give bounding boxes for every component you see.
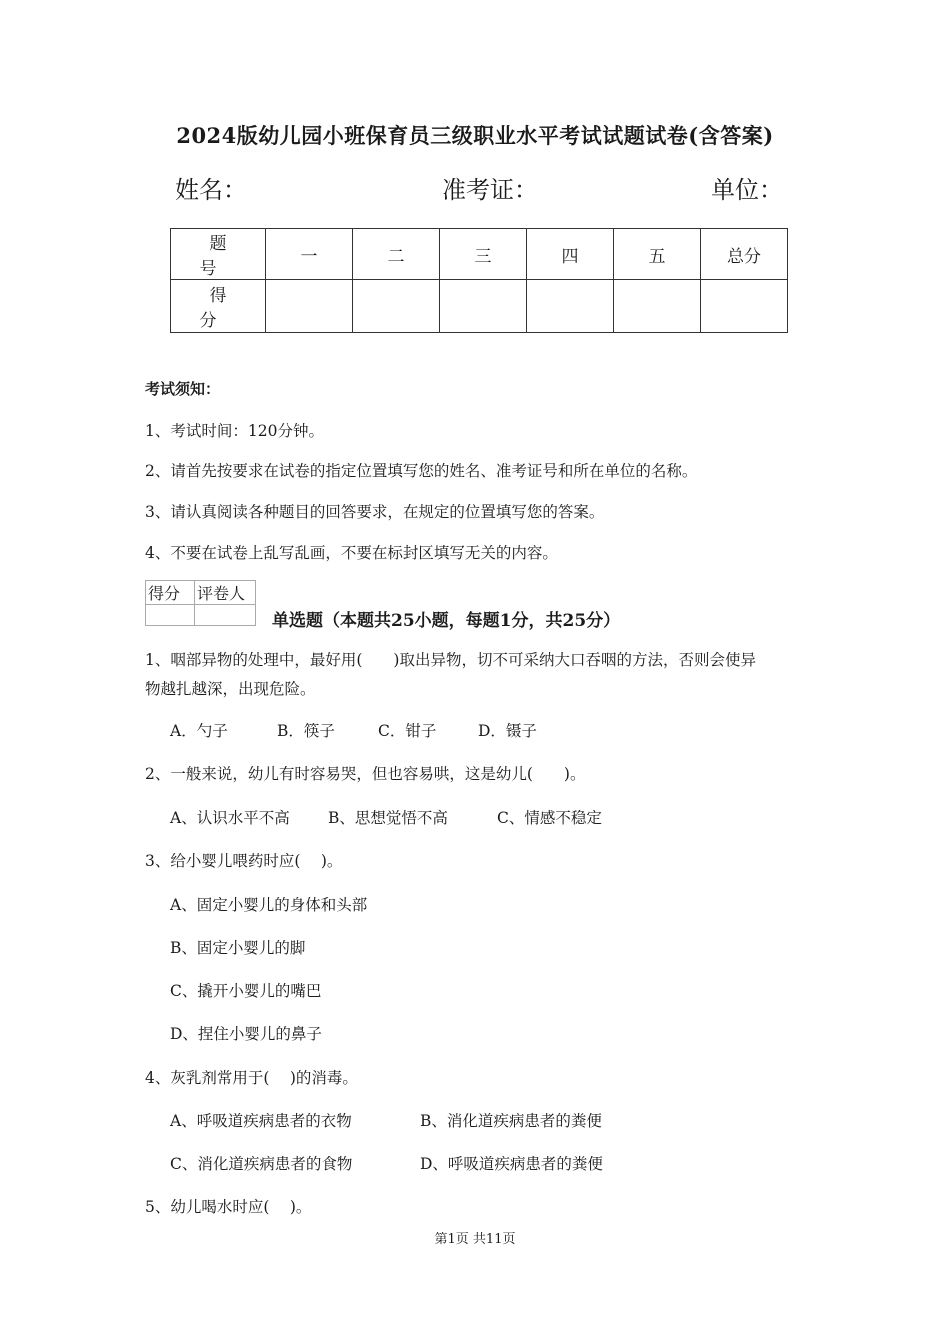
answer-option[interactable]: C、情感不稳定: [497, 809, 602, 827]
question-stem: 2、一般来说，幼儿有时容易哭，但也容易哄，这是幼儿( )。: [145, 765, 586, 783]
answer-option[interactable]: D、呼吸道疾病患者的粪便: [420, 1155, 603, 1173]
notice-item: 3、请认真阅读各种题目的回答要求，在规定的位置填写您的答案。: [145, 503, 605, 521]
grader-name-label: 评卷人: [195, 581, 256, 605]
exam-notice-title: 考试须知：: [145, 380, 221, 398]
answer-option[interactable]: B．筷子: [277, 722, 335, 740]
answer-option[interactable]: B、固定小婴儿的脚: [170, 939, 306, 957]
page-number: 第1页 共11页: [434, 1232, 516, 1247]
score-table-header-row: [171, 229, 788, 280]
section-4-score-cell[interactable]: [527, 280, 614, 333]
question-stem: 5、幼儿喝水时应( )。: [145, 1198, 312, 1216]
exam-id-field-label: 准考证：: [442, 176, 538, 204]
answer-option[interactable]: A、呼吸道疾病患者的衣物: [170, 1112, 352, 1130]
notice-item: 4、不要在试卷上乱写乱画，不要在标封区填写无关的内容。: [145, 544, 558, 562]
answer-option[interactable]: B、思想觉悟不高: [328, 809, 448, 827]
section-1-header: 一: [266, 229, 353, 280]
question-stem: 1、咽部异物的处理中，最好用( )取出异物，切不可采纳大口吞咽的方法，否则会使异: [145, 651, 756, 669]
answer-option[interactable]: C、消化道疾病患者的食物: [170, 1155, 353, 1173]
answer-option[interactable]: C．钳子: [378, 722, 437, 740]
grader-score-cell[interactable]: [146, 605, 195, 626]
notice-item: 2、请首先按要求在试卷的指定位置填写您的姓名、准考证号和所在单位的名称。: [145, 462, 698, 480]
unit-field-label: 单位：: [711, 176, 783, 204]
score-table: [170, 228, 788, 333]
section-3-header: 三: [440, 229, 527, 280]
section-2-score-cell[interactable]: [353, 280, 440, 333]
name-field-label: 姓名：: [175, 176, 247, 204]
question-stem-continued: 物越扎越深，出现危险。: [145, 680, 316, 698]
section-5-score-cell[interactable]: [614, 280, 701, 333]
section-2-header: 二: [353, 229, 440, 280]
document-title: 2024版幼儿园小班保育员三级职业水平考试试题试卷(含答案): [176, 123, 774, 148]
question-stem: 4、灰乳剂常用于( )的消毒。: [145, 1069, 358, 1087]
question-stem: 3、给小婴儿喂药时应( )。: [145, 852, 343, 870]
answer-option[interactable]: D、捏住小婴儿的鼻子: [170, 1025, 322, 1043]
answer-option[interactable]: C、撬开小婴儿的嘴巴: [170, 982, 322, 1000]
answer-option[interactable]: A、固定小婴儿的身体和头部: [170, 896, 368, 914]
answer-option[interactable]: A．勺子: [170, 722, 228, 740]
question-number-header: 题 号: [171, 229, 266, 280]
grader-score-label: 得分: [146, 581, 195, 605]
score-table-score-row: [171, 280, 788, 333]
section-4-header: 四: [527, 229, 614, 280]
section-5-header: 五: [614, 229, 701, 280]
answer-option[interactable]: B、消化道疾病患者的粪便: [420, 1112, 602, 1130]
section-3-score-cell[interactable]: [440, 280, 527, 333]
notice-item: 1、考试时间：120分钟。: [145, 422, 324, 440]
score-row-label: 得 分: [171, 280, 266, 333]
grader-name-cell[interactable]: [195, 605, 256, 626]
grader-box: [145, 580, 256, 626]
answer-option[interactable]: D．镊子: [478, 722, 537, 740]
total-score-cell[interactable]: [701, 280, 788, 333]
total-score-header: 总分: [701, 229, 788, 280]
section-title: 单选题（本题共25小题，每题1分，共25分）: [272, 611, 621, 631]
answer-option[interactable]: A、认识水平不高: [170, 809, 290, 827]
